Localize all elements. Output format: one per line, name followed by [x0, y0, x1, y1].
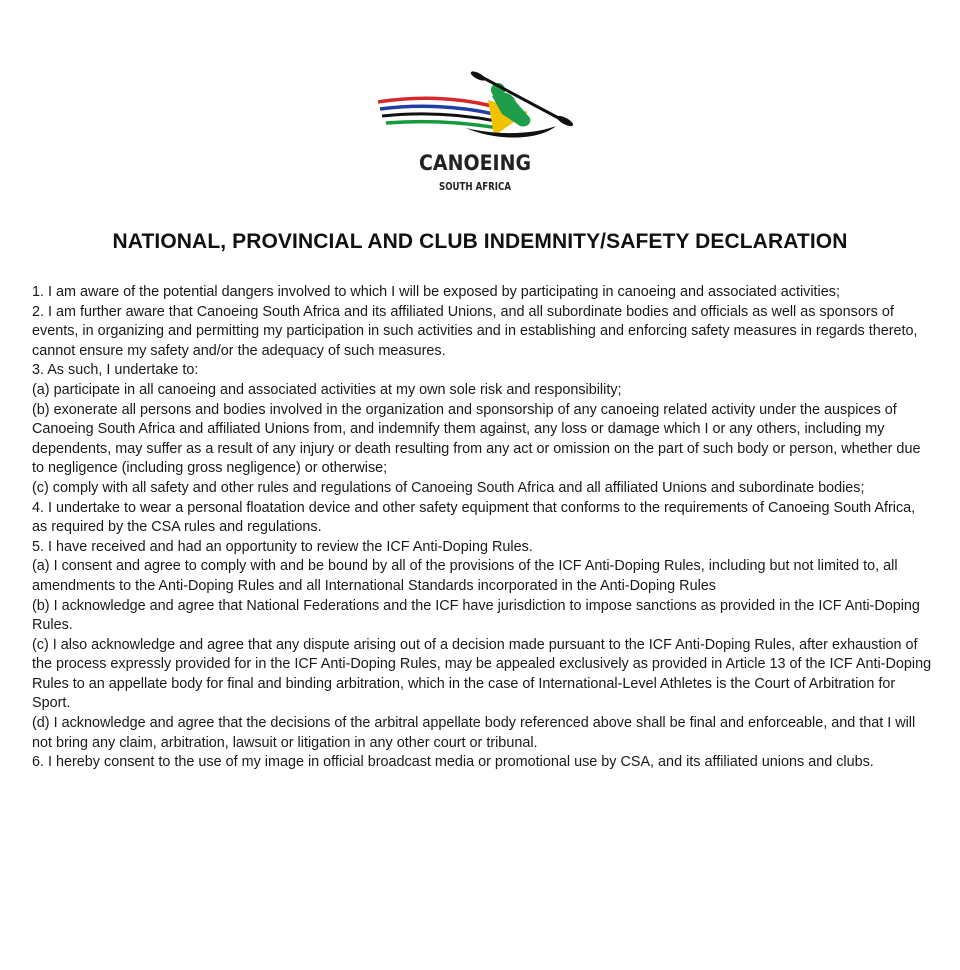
declaration-body: [32, 283, 932, 773]
clause-2: 2. I am further aware that Canoeing South Africa and its affiliated Unions, and all subordinate bodies and officials as well as sponsors of events, in organizing and permitting my participation in such activities and in establishing and enforcing safety measures in regards thereto, cannot ensure my safety and/or the adequacy of such measures.: [32, 303, 918, 359]
clause-3c: (c) comply with all safety and other rules and regulations of Canoeing South Africa and all affiliated Unions and subordinate bodies;: [32, 479, 865, 496]
clause-3a: (a) participate in all canoeing and associated activities at my own sole risk and responsibility;: [32, 381, 622, 398]
logo-stripe-black: [382, 114, 496, 121]
logo-canoe-hull: [466, 126, 556, 138]
clause-5d: (d) I acknowledge and agree that the decisions of the arbitral appellate body referenced above shall be final and enforceable, and that I will not bring any claim, arbitration, lawsuit or litigation in any other court or tribunal.: [32, 715, 916, 751]
clause-4: 4. I undertake to wear a personal floatation device and other safety equipment that conforms to the requirements of Canoeing South Africa, as required by the CSA rules and regulations.: [32, 499, 916, 536]
logo-paddle-blade-right: [556, 114, 575, 128]
logo-stripe-green: [386, 122, 498, 128]
canoeing-south-africa-logo: [370, 66, 590, 200]
logo-wordmark-canoeing: CANOEING: [419, 151, 531, 175]
clause-5c: (c) I also acknowledge and agree that any dispute arising out of a decision made pursuant to the ICF Anti-Doping Rules, after exhaustion of the process expressly provided for in the ICF Anti-Doping Rules, may be appealed exclusively as provided in Article 13 of the ICF Anti-Doping Rules to an appellate body for final and binding arbitration, which in the case of International-Level Athletes is the Court of Arbitration for Sport.: [32, 636, 932, 712]
logo-paddle-blade-left: [470, 70, 487, 83]
clause-3b: (b) exonerate all persons and bodies involved in the organization and sponsorship of any canoeing related activity under the auspices of Canoeing South Africa and affiliated Unions from, and indemnify them against, any loss or damage which I or any others, including my dependents, may suffer as a result of any injury or death resulting from any act or omission on the part of such body or person, whether due to negligence (including gross negligence) or otherwise;: [32, 401, 921, 477]
canoe-paddler-logo-graphic: [370, 66, 590, 200]
clause-5b: (b) I acknowledge and agree that National Federations and the ICF have jurisdiction to impose sanctions as provided in the ICF Anti-Doping Rules.: [32, 597, 920, 634]
logo-wordmark-south-africa: SOUTH AFRICA: [439, 180, 512, 193]
document-title: NATIONAL, PROVINCIAL AND CLUB INDEMNITY/SAFETY DECLARATION: [112, 230, 848, 253]
clause-6: 6. I hereby consent to the use of my image in official broadcast media or promotional use by CSA, and its affiliated unions and clubs.: [32, 754, 874, 771]
clause-1: 1. I am aware of the potential dangers involved to which I will be exposed by participating in canoeing and associated activities;: [32, 284, 840, 300]
clause-3: 3. As such, I undertake to:: [32, 362, 199, 379]
clause-5: 5. I have received and had an opportunity to review the ICF Anti-Doping Rules.: [32, 538, 533, 555]
clause-5a: (a) I consent and agree to comply with and be bound by all of the provisions of the ICF Anti-Doping Rules, including but not limited to, all amendments to the Anti-Doping Rules and all International Standards incorporated in the Anti-Doping Rules: [32, 558, 898, 594]
